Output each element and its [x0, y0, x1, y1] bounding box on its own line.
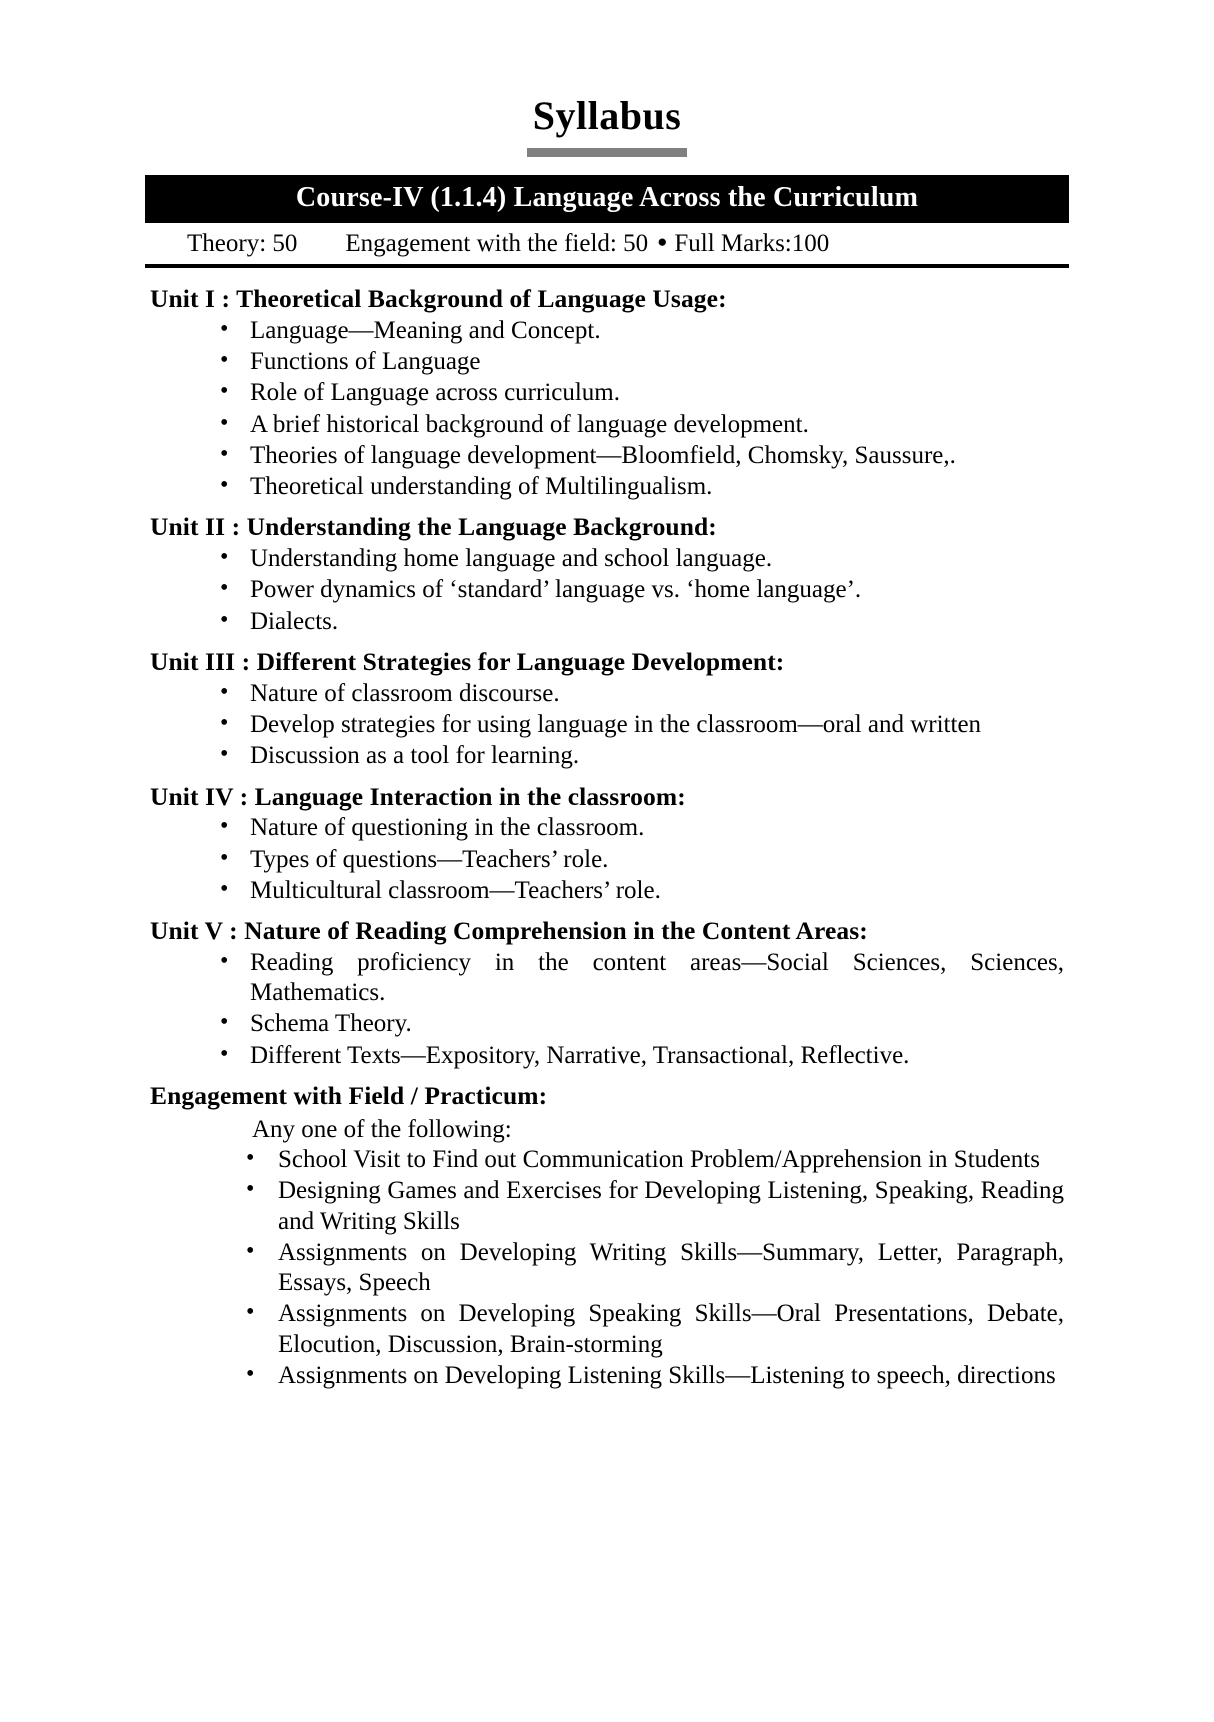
list-item: • A brief historical background of language development. — [214, 410, 1064, 441]
unit-section — [150, 914, 1064, 1072]
list-item: • Theories of language development—Bloomfield, Chomsky, Saussure,. — [214, 441, 1064, 472]
bullet-separator-icon: ● — [657, 232, 668, 251]
unit-section — [150, 510, 1064, 638]
unit-item-list — [150, 948, 1064, 1072]
unit-section — [150, 645, 1064, 773]
practicum-item-list — [150, 1145, 1064, 1392]
marks-line — [145, 223, 1069, 268]
list-item: • Multicultural classroom—Teachers’ role. — [214, 876, 1064, 907]
list-item: • Assignments on Developing Writing Skills—Summary, Letter, Paragraph, Essays, Speech — [242, 1238, 1064, 1300]
theory-marks: Theory: 50 — [187, 230, 298, 257]
title-underline-rule — [527, 148, 687, 157]
course-header — [145, 175, 1069, 268]
list-item: • Designing Games and Exercises for Developing Listening, Speaking, Reading and Writing Skills — [242, 1176, 1064, 1238]
full-marks: Full Marks:100 — [674, 230, 830, 257]
list-item: • Understanding home language and school language. — [214, 544, 1064, 575]
page-title: Syllabus — [532, 93, 682, 138]
unit-section — [150, 282, 1064, 503]
list-item: • Power dynamics of ‘standard’ language vs. ‘home language’. — [214, 575, 1064, 606]
list-item: • Role of Language across curriculum. — [214, 378, 1064, 409]
list-item: • Assignments on Developing Speaking Skills—Oral Presentations, Debate, Elocution, Discussion, Brain-storming — [242, 1299, 1064, 1361]
list-item: • Language—Meaning and Concept. — [214, 316, 1064, 347]
list-item: • Develop strategies for using language in the classroom—oral and written — [214, 710, 1064, 741]
list-item: • Reading proficiency in the content areas—Social Sciences, Sciences, Mathematics. — [214, 948, 1064, 1010]
list-item: • Assignments on Developing Listening Skills—Listening to speech, directions — [242, 1361, 1064, 1392]
unit-section — [150, 780, 1064, 908]
practicum-section — [150, 1079, 1064, 1392]
practicum-note: Any one of the following: — [252, 1115, 512, 1143]
unit-item-list — [150, 316, 1064, 504]
list-item: • Dialects. — [214, 607, 1064, 638]
list-item: • Types of questions—Teachers’ role. — [214, 845, 1064, 876]
unit-heading: Unit I : Theoretical Background of Language Usage: — [150, 284, 727, 313]
list-item: • School Visit to Find out Communication Problem/Apprehension in Students — [242, 1145, 1064, 1176]
course-title-band: Course-IV (1.1.4) Language Across the Curriculum — [145, 175, 1069, 223]
list-item: • Functions of Language — [214, 347, 1064, 378]
title-block — [0, 0, 1214, 157]
unit-heading: Unit IV : Language Interaction in the classroom: — [150, 781, 686, 811]
list-item: • Discussion as a tool for learning. — [214, 741, 1064, 772]
unit-heading: Unit II : Understanding the Language Background: — [150, 512, 717, 542]
unit-item-list — [150, 813, 1064, 907]
unit-item-list — [150, 544, 1064, 638]
unit-item-list — [150, 679, 1064, 773]
list-item: • Schema Theory. — [214, 1009, 1064, 1040]
practicum-heading: Engagement with Field / Practicum: — [150, 1080, 548, 1110]
engagement-marks: Engagement with the field: 50 — [345, 230, 649, 257]
list-item: • Nature of classroom discourse. — [214, 679, 1064, 710]
syllabus-content — [150, 282, 1064, 1392]
unit-heading: Unit III : Different Strategies for Language Development: — [150, 646, 785, 676]
list-item: • Different Texts—Expository, Narrative, Transactional, Reflective. — [214, 1041, 1064, 1072]
list-item: • Theoretical understanding of Multilingualism. — [214, 472, 1064, 503]
list-item: • Nature of questioning in the classroom. — [214, 813, 1064, 844]
unit-heading: Unit V : Nature of Reading Comprehension in the Content Areas: — [150, 916, 868, 946]
